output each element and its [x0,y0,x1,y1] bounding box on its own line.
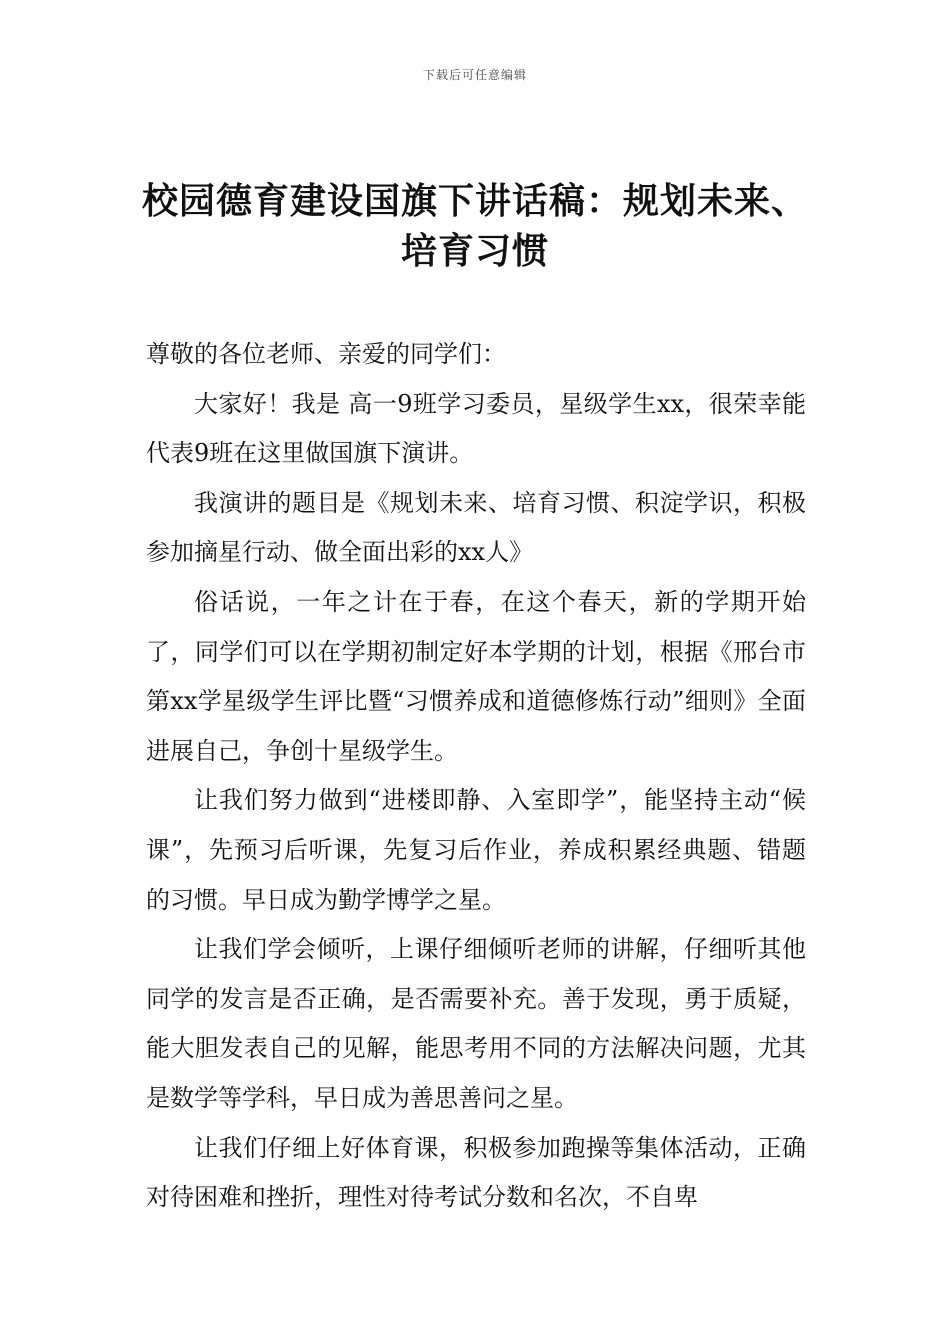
document-body [146,330,806,1223]
paragraph-3: 俗话说，一年之计在于春，在这个春天，新的学期开始了，同学们可以在学期初制定好本学期的计划，根据《邢台市第xx学星级学生评比暨“习惯养成和道德修炼行动”细则》全面进展自己，争创十星级学生。 [146,587,806,765]
paragraph-2: 我演讲的题目是《规划未来、培育习惯、积淀学识，积极参加摘星行动、做全面出彩的xx人》 [146,488,806,567]
salutation: 尊敬的各位老师、亲爱的同学们： [146,340,506,368]
paragraph-5: 让我们学会倾听，上课仔细倾听老师的讲解，仔细听其他同学的发言是否正确，是否需要补充。善于发现，勇于质疑，能大胆发表自己的见解，能思考用不同的方法解决问题，尤其是数学等学科，早日成为善思善问之星。 [146,935,806,1112]
paragraph-4: 让我们努力做到“进楼即静、入室即学”，能坚持主动“候课”，先预习后听课，先复习后作业，养成积累经典题、错题的习惯。早日成为勤学博学之星。 [146,786,806,914]
header-note: 下载后可任意编辑 [422,68,527,82]
document-title [120,176,830,276]
paragraph-6: 让我们仔细上好体育课，积极参加跑操等集体活动，正确对待困难和挫折，理性对待考试分数和名次，不自卑 [146,1133,806,1212]
paragraph-1: 大家好！我是 高一9班学习委员，星级学生xx，很荣幸能代表9班在这里做国旗下演讲。 [146,389,806,468]
title-line-1: 校园德育建设国旗下讲话稿：规划未来、 [141,180,808,222]
title-line-2: 培育习惯 [400,230,549,272]
